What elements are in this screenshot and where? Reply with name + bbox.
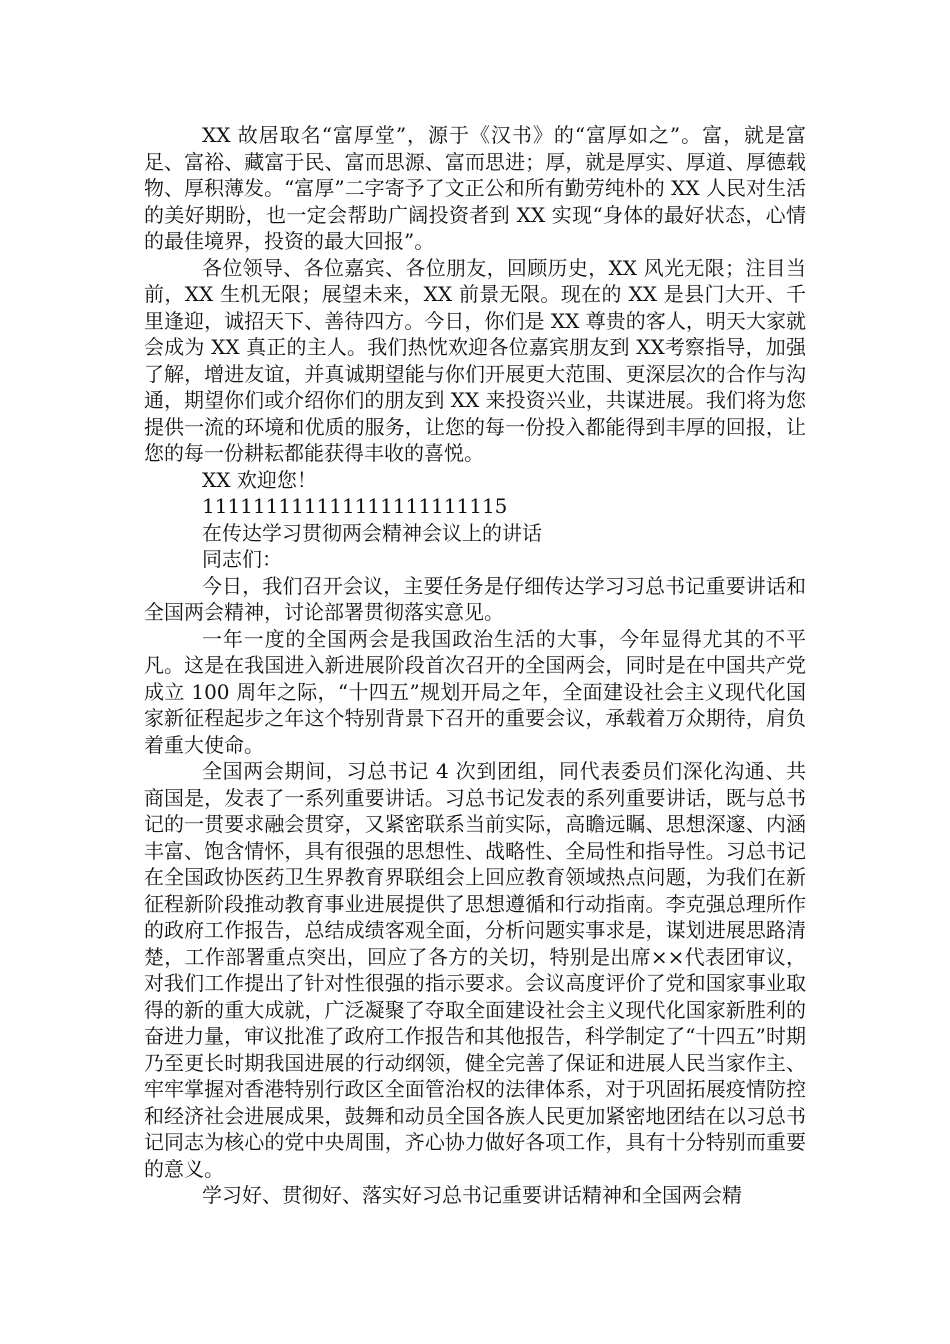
speech-salutation: 同志们： (202, 547, 282, 571)
speech-title: 在传达学习贯彻两会精神会议上的讲话 (202, 520, 542, 545)
paragraph-speeches: 全国两会期间，习总书记 4 次到团组，同代表委员们深化沟通、共商国是，发表了一系列重要讲话。习总书记发表的系列重要讲话，既与总书记的一贯要求融会贯穿，又紧密联系当前实际，高瞻远瞩、思想深邃、内涵丰富、饱含情怀，具有很强的思想性、战略性、全局性和指导性。习总书记在全国政协医药卫生界教育界联组会上回应教育领域热点问题，为我们在新征程新阶段推动教育事业进展提供了思想遵循和行动指南。李克强总理所作的政府工作报告，总结成绩客观全面，分析问题实事求是，谋划进展思路清楚，工作部署重点突出，回应了各方的关切，特别是出席××代表团审议，对我们工作提出了针对性很强的指示要求。会议高度评价了党和国家事业取得的新的重大成就，广泛凝聚了夺取全面建设社会主义现代化国家新胜利的奋进力量，审议批准了政府工作报告和其他报告，科学制定了“十四五”时期乃至更长时期我国进展的行动纲领，健全完善了保证和进展人民当家作主、牢牢掌握对香港特别行政区全面管治权的法律体系，对于巩固拓展疫情防控和经济社会进展成果，鼓舞和动员全国各族人民更加紧密地团结在以习总书记同志为核心的党中央周围，齐心协力做好各项工作，具有十分特别而重要的意义。 (144, 759, 806, 1181)
paragraph-number-line: 111111111111111111111115 (202, 494, 508, 518)
paragraph-two-sessions: 一年一度的全国两会是我国政治生活的大事，今年显得尤其的不平凡。这是在我国进入新进展阶段首次召开的全国两会，同时是在中国共产党成立 100 周年之际，“十四五”规划开局之年，全面建设社会主义现代化国家新征程起步之年这个特别背景下召开的重要会议，承载着万众期待，肩负着重大使命。 (144, 626, 806, 757)
paragraph-welcome-guests: 各位领导、各位嘉宾、各位朋友，回顾历史，XX 风光无限；注目当前，XX 生机无限；展望未来，XX 前景无限。现在的 XX 是县门大开、千里逢迎，诚招天下、善待四方。今日，你们是 XX 尊贵的客人，明天大家就会成为 XX 真正的主人。我们热忱欢迎各位嘉宾朋友到 XX考察指导，加强了解，增进友谊，并真诚期望能与你们开展更大范围、更深层次的合作与沟通，期望你们或介绍你们的朋友到 XX 来投资兴业，共谋进展。我们将为您提供一流的环境和优质的服务，让您的每一份投入都能得到丰厚的回报，让您的每一份耕耘都能获得丰收的喜悦。 (144, 255, 806, 465)
paragraph-fuhoutang: XX 故居取名“富厚堂”，源于《汉书》的“富厚如之”。富，就是富足、富裕、藏富于民、富而思源、富而思进；厚，就是厚实、厚道、厚德载物、厚积薄发。“富厚”二字寄予了文正公和所有勤劳纯朴的 XX 人民对生活的美好期盼，也一定会帮助广阔投资者到 XX 实现“身体的最好状态，心情的最佳境界，投资的最大回报”。 (144, 123, 806, 253)
paragraph-implementation: 学习好、贯彻好、落实好习总书记重要讲话精神和全国两会精 (202, 1183, 742, 1207)
document-page (144, 122, 806, 1209)
paragraph-welcome-line: XX 欢迎您！ (202, 467, 317, 492)
paragraph-meeting-purpose: 今日，我们召开会议，主要任务是仔细传达学习习总书记重要讲话和全国两会精神，讨论部署贯彻落实意见。 (144, 573, 806, 624)
